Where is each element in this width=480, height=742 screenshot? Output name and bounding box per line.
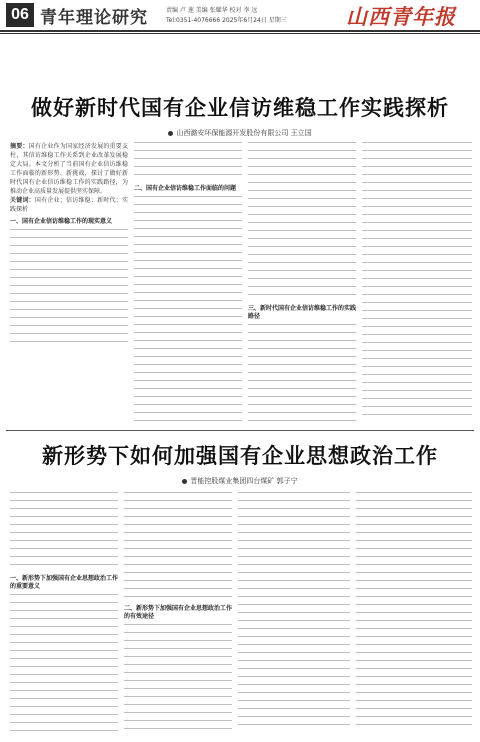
body-text-block: [10, 492, 118, 572]
article2-author: 晋能控股煤业集团四台煤矿 郭子宁: [190, 477, 298, 485]
body-text-block: [134, 196, 242, 424]
article2-byline: [0, 476, 480, 486]
article2-subhead-2: 二、新形势下加强国有企业思想政治工作的有效途径: [124, 605, 232, 620]
article-divider: [6, 430, 474, 431]
article1-byline: [0, 128, 480, 138]
body-text-block: [124, 492, 232, 602]
body-text-block: [124, 624, 232, 734]
abstract-label: 摘要：: [10, 143, 29, 150]
abstract-text: 国有企业作为国家经济发展的重要支柱，其信访维稳工作关系到企业改革发展稳定大局。本文分析了当前国有企业信访维稳工作面临的新形势、新挑战，探讨了做好新时代国有企业信访维稳工作的实践路径，为推动企业高质量发展提供坚实保障。: [10, 143, 128, 195]
article1-subhead-1: 一、国有企业信访维稳工作的现实意义: [10, 218, 113, 225]
article2-title: 新形势下如何加强国有企业思想政治工作: [42, 443, 438, 468]
editor-line: 责编 卢 莲 美编 张耀华 校对 李 远: [166, 7, 258, 14]
article1-author: 山西潞安环保能源开发股份有限公司 王立国: [176, 129, 312, 137]
keywords-label: 关键词：: [10, 197, 35, 204]
article1-subhead-2: 二、国有企业信访维稳工作面临的问题: [134, 185, 237, 192]
body-text-block: [248, 142, 356, 302]
article2-column-4: [356, 492, 472, 736]
bullet-icon: [182, 479, 187, 484]
article2-column-2: [124, 492, 232, 736]
header-rule-thin: [0, 33, 480, 34]
body-text-block: [134, 142, 242, 182]
article1-title: 做好新时代国有企业信访维稳工作实践探析: [31, 95, 449, 120]
bullet-icon: [168, 131, 173, 136]
newspaper-logo: 山西青年报: [346, 4, 456, 29]
body-text-block: [362, 142, 472, 422]
keywords-text: 国有企业；信访维稳；新时代；实践探析: [10, 197, 128, 213]
body-text-block: [248, 324, 356, 424]
body-text-block: [356, 492, 472, 732]
body-text-block: [10, 594, 118, 734]
article1-column-2: [134, 142, 242, 424]
article2-column-3: [238, 492, 350, 736]
body-text-block: [238, 492, 350, 732]
page-number: 06: [6, 3, 34, 27]
date-line: Tel:0351-4076666 2025年6月24日 星期三: [166, 17, 287, 24]
page-header: [0, 0, 480, 34]
article2-subhead-1: 一、新形势下加强国有企业思想政治工作的重要意义: [10, 575, 118, 590]
article1-column-3: [248, 142, 356, 424]
article1-subhead-3: 三、新时代国有企业信访维稳工作的实践路径: [248, 305, 356, 320]
header-rule: [0, 30, 480, 32]
section-title: 青年理论研究: [40, 8, 148, 28]
body-text-block: [10, 229, 128, 349]
article1-column-4: [362, 142, 472, 424]
article2-column-1: [10, 492, 118, 736]
article1-abstract: [10, 142, 128, 349]
